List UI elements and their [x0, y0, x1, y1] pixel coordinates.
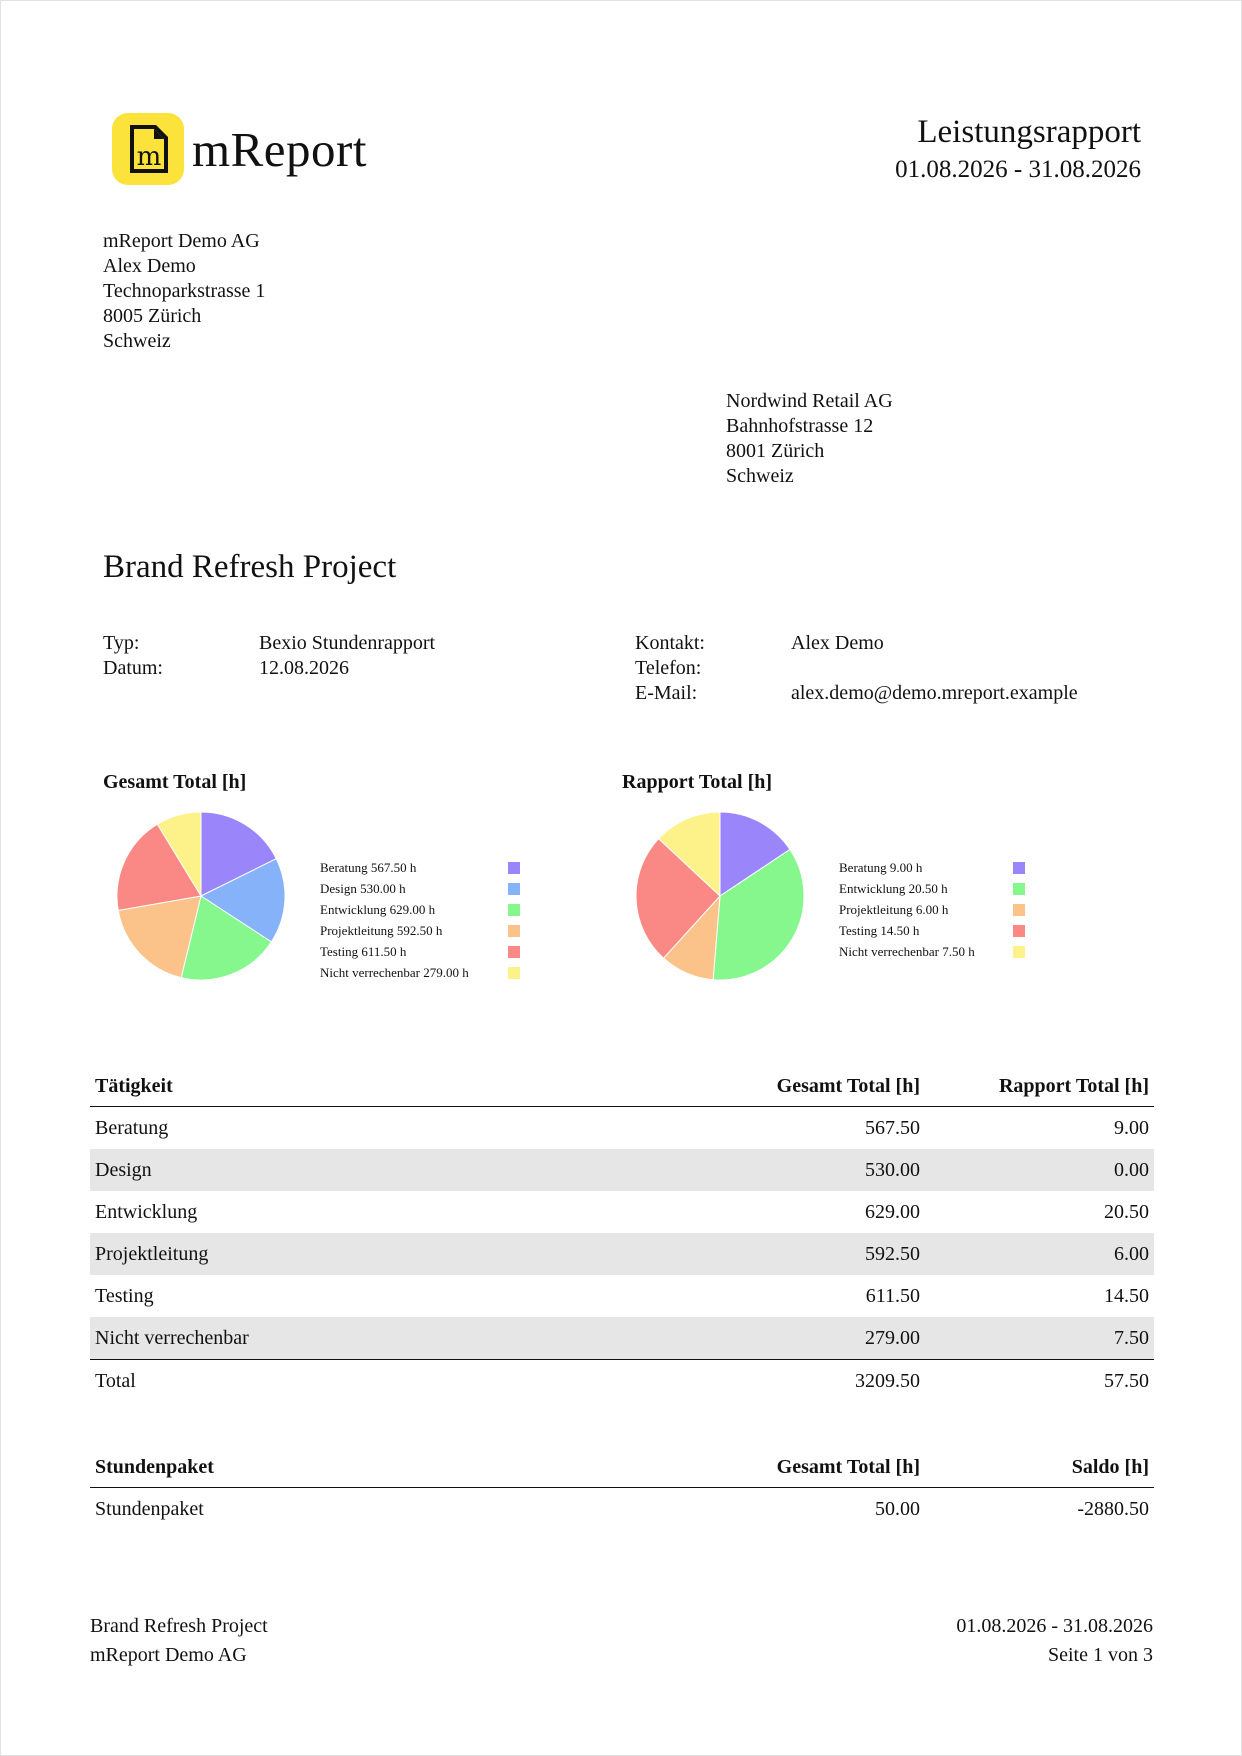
- activity-name: Entwicklung: [95, 1200, 198, 1223]
- rapport-total-cell: 9.00: [1114, 1116, 1149, 1139]
- phone-label: Telefon:: [635, 657, 702, 679]
- legend-label: Entwicklung 20.50 h: [839, 881, 948, 896]
- legend-swatch: [1013, 925, 1025, 937]
- footer-period: 01.08.2026 - 31.08.2026: [956, 1615, 1153, 1637]
- table-header-row: [90, 1447, 1154, 1488]
- legend-label: Testing 611.50 h: [320, 944, 407, 959]
- legend-swatch: [508, 904, 520, 916]
- legend-item: [839, 941, 1025, 962]
- table-total-row: [90, 1360, 1154, 1403]
- activity-name: Testing: [95, 1284, 154, 1307]
- table-row: [90, 1149, 1154, 1191]
- legend-swatch: [508, 862, 520, 874]
- activity-name: Design: [90, 1149, 650, 1191]
- footer-page-number: Seite 1 von 3: [1048, 1644, 1153, 1666]
- activities-table: [90, 1066, 1154, 1402]
- gesamt-total-cell: 592.50: [650, 1233, 925, 1275]
- table-row: [90, 1233, 1154, 1275]
- type-label: Typ:: [103, 632, 140, 654]
- footer-right: [956, 1612, 1153, 1670]
- package-total-cell: 50.00: [875, 1497, 920, 1520]
- recipient-line: Bahnhofstrasse 12: [726, 415, 874, 437]
- legend-swatch: [1013, 946, 1025, 958]
- gesamt-total-cell: 629.00: [865, 1200, 920, 1223]
- meta-block-right: [635, 631, 1078, 706]
- legend-label: Testing 14.50 h: [839, 923, 920, 938]
- legend-rapport: [839, 857, 1025, 962]
- legend-item: [320, 920, 520, 941]
- document-title: Leistungsrapport: [917, 114, 1141, 150]
- legend-item: [320, 962, 520, 983]
- legend-swatch: [508, 967, 520, 979]
- column-header-balance: Saldo [h]: [925, 1447, 1154, 1488]
- legend-label: Beratung 567.50 h: [320, 860, 417, 875]
- recipient-line: Nordwind Retail AG: [726, 390, 893, 412]
- company-logo: [112, 113, 367, 185]
- column-header-rapport-total: Rapport Total [h]: [925, 1066, 1154, 1107]
- footer-company: mReport Demo AG: [90, 1644, 247, 1666]
- recipient-line: Schweiz: [726, 465, 794, 487]
- package-balance-cell: -2880.50: [1077, 1497, 1149, 1520]
- table-row: [90, 1191, 1154, 1233]
- meta-block-left: [103, 631, 435, 681]
- column-header-gesamt-total: Gesamt Total [h]: [650, 1066, 925, 1107]
- legend-label: Nicht verrechenbar 7.50 h: [839, 944, 975, 959]
- legend-item: [839, 899, 1025, 920]
- legend-label: Nicht verrechenbar 279.00 h: [320, 965, 469, 980]
- legend-item: [839, 878, 1025, 899]
- legend-item: [320, 941, 520, 962]
- legend-label: Beratung 9.00 h: [839, 860, 923, 875]
- legend-swatch: [1013, 862, 1025, 874]
- legend-item: [839, 920, 1025, 941]
- footer-left: [90, 1612, 268, 1670]
- rapport-total-sum: 57.50: [925, 1360, 1154, 1403]
- table-row: [90, 1488, 1154, 1531]
- table-row: [90, 1317, 1154, 1360]
- table-row: [90, 1107, 1154, 1150]
- table-row: [90, 1275, 1154, 1317]
- legend-label: Design 530.00 h: [320, 881, 406, 896]
- email-value[interactable]: alex.demo@demo.mreport.example: [791, 682, 1078, 704]
- activity-name: Projektleitung: [90, 1233, 650, 1275]
- rapport-total-cell: 6.00: [925, 1233, 1154, 1275]
- svg-text:m: m: [136, 142, 162, 172]
- document-header: [895, 113, 1141, 185]
- legend-swatch: [508, 925, 520, 937]
- legend-item: [839, 857, 1025, 878]
- rapport-total-cell: 0.00: [925, 1149, 1154, 1191]
- date-value: 12.08.2026: [259, 657, 349, 679]
- pie-chart-gesamt: [116, 811, 286, 981]
- logo-wordmark: mReport: [192, 121, 367, 177]
- column-header-activity: Tätigkeit: [90, 1066, 650, 1107]
- pie-chart-rapport: [635, 811, 805, 981]
- legend-label: Entwicklung 629.00 h: [320, 902, 436, 917]
- report-document-icon: [112, 113, 184, 185]
- package-name: Stundenpaket: [95, 1497, 204, 1520]
- gesamt-total-cell: 279.00: [650, 1317, 925, 1360]
- legend-item: [320, 857, 520, 878]
- activity-name: Beratung: [95, 1116, 169, 1139]
- legend-item: [320, 878, 520, 899]
- legend-label: Projektleitung 592.50 h: [320, 923, 443, 938]
- legend-item: [320, 899, 520, 920]
- legend-gesamt: [320, 857, 520, 983]
- hour-package-table: [90, 1447, 1154, 1530]
- gesamt-total-cell: 611.50: [865, 1284, 920, 1307]
- contact-value: Alex Demo: [791, 632, 884, 654]
- contact-label: Kontakt:: [635, 632, 705, 654]
- rapport-total-cell: 14.50: [1104, 1284, 1149, 1307]
- column-header-package-total: Gesamt Total [h]: [650, 1447, 925, 1488]
- recipient-address: [726, 389, 893, 489]
- sender-line: Alex Demo: [103, 255, 196, 277]
- document-period: 01.08.2026 - 31.08.2026: [895, 156, 1141, 183]
- rapport-total-cell: 7.50: [925, 1317, 1154, 1360]
- gesamt-total-cell: 530.00: [650, 1149, 925, 1191]
- column-header-package: Stundenpaket: [90, 1447, 650, 1488]
- legend-swatch: [508, 883, 520, 895]
- sender-address: [103, 229, 265, 354]
- project-title: Brand Refresh Project: [103, 549, 397, 585]
- sender-line: mReport Demo AG: [103, 230, 260, 252]
- email-label: E-Mail:: [635, 682, 698, 704]
- legend-swatch: [1013, 904, 1025, 916]
- legend-swatch: [508, 946, 520, 958]
- table-header-row: [90, 1066, 1154, 1107]
- sender-line: 8005 Zürich: [103, 305, 202, 327]
- type-value: Bexio Stundenrapport: [259, 632, 436, 654]
- sender-line: Schweiz: [103, 330, 171, 352]
- gesamt-total-sum: 3209.50: [650, 1360, 925, 1403]
- gesamt-total-cell: 567.50: [865, 1116, 920, 1139]
- chart-title-rapport: Rapport Total [h]: [622, 771, 773, 793]
- rapport-total-cell: 20.50: [1104, 1200, 1149, 1223]
- recipient-line: 8001 Zürich: [726, 440, 825, 462]
- activity-name: Nicht verrechenbar: [90, 1317, 650, 1360]
- legend-label: Projektleitung 6.00 h: [839, 902, 949, 917]
- sender-line: Technoparkstrasse 1: [103, 280, 266, 302]
- chart-title-gesamt: Gesamt Total [h]: [103, 771, 247, 793]
- footer-project: Brand Refresh Project: [90, 1615, 268, 1637]
- date-label: Datum:: [103, 657, 163, 679]
- legend-swatch: [1013, 883, 1025, 895]
- total-label: Total: [90, 1360, 650, 1403]
